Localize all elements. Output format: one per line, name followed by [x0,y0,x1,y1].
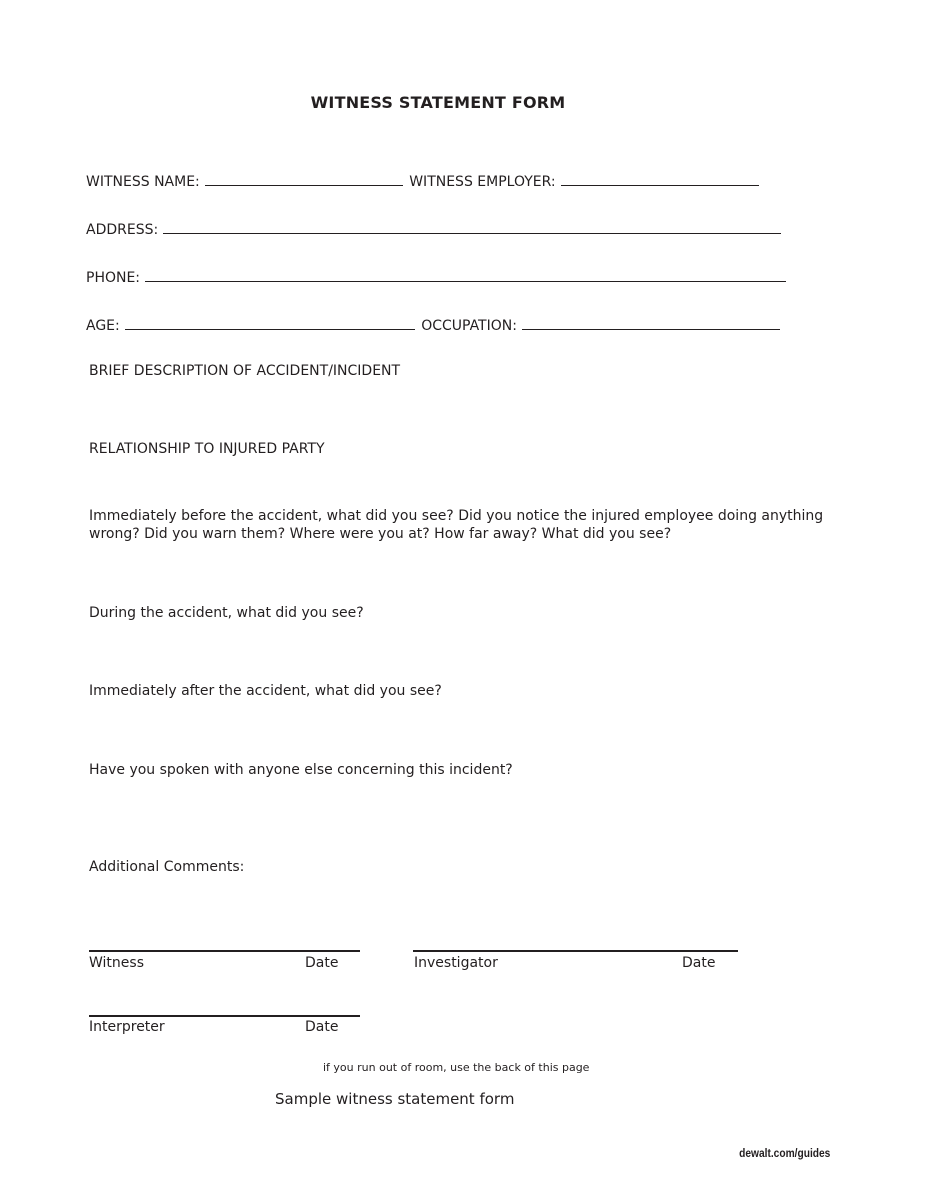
question-spoken: Have you spoken with anyone else concerning this incident? [89,762,513,778]
question-brief-description: BRIEF DESCRIPTION OF ACCIDENT/INCIDENT [89,363,401,379]
question-before: Immediately before the accident, what did you see? Did you notice the injured employee doing anything wrong? Did you warn them? Where were you at? How far away? What did you see? [89,508,824,542]
witness-name-label: WITNESS NAME: [86,174,200,190]
witness-signature-line[interactable] [89,950,360,952]
form-caption: Sample witness statement form [275,1090,515,1108]
age-occupation-row [86,316,780,335]
witness-employer-field[interactable] [561,172,759,186]
question-relationship: RELATIONSHIP TO INJURED PARTY [89,441,325,457]
question-additional-comments: Additional Comments: [89,859,245,875]
witness-row [86,172,759,191]
age-field[interactable] [125,316,415,330]
age-label: AGE: [86,318,120,334]
brand-url: dewalt.com/guides [738,1146,830,1160]
question-after: Immediately after the accident, what did you see? [89,683,442,699]
witness-date-label: Date [305,955,339,971]
investigator-signature-line[interactable] [413,950,738,952]
interpreter-signature-label: Interpreter [89,1019,165,1035]
phone-row [86,268,786,287]
interpreter-signature-line[interactable] [89,1015,360,1017]
phone-field[interactable] [145,268,786,282]
investigator-signature-label: Investigator [414,955,498,971]
occupation-label: OCCUPATION: [421,318,517,334]
witness-signature-label: Witness [89,955,144,971]
phone-label: PHONE: [86,270,141,286]
witness-name-field[interactable] [205,172,403,186]
form-title: WITNESS STATEMENT FORM [310,93,566,112]
investigator-date-label: Date [682,955,716,971]
witness-employer-label: WITNESS EMPLOYER: [409,174,556,190]
address-field[interactable] [163,220,781,234]
back-of-page-note: if you run out of room, use the back of this page [323,1061,590,1074]
address-label: ADDRESS: [86,222,159,238]
question-during: During the accident, what did you see? [89,605,364,621]
interpreter-date-label: Date [305,1019,339,1035]
address-row [86,220,781,239]
occupation-field[interactable] [522,316,780,330]
